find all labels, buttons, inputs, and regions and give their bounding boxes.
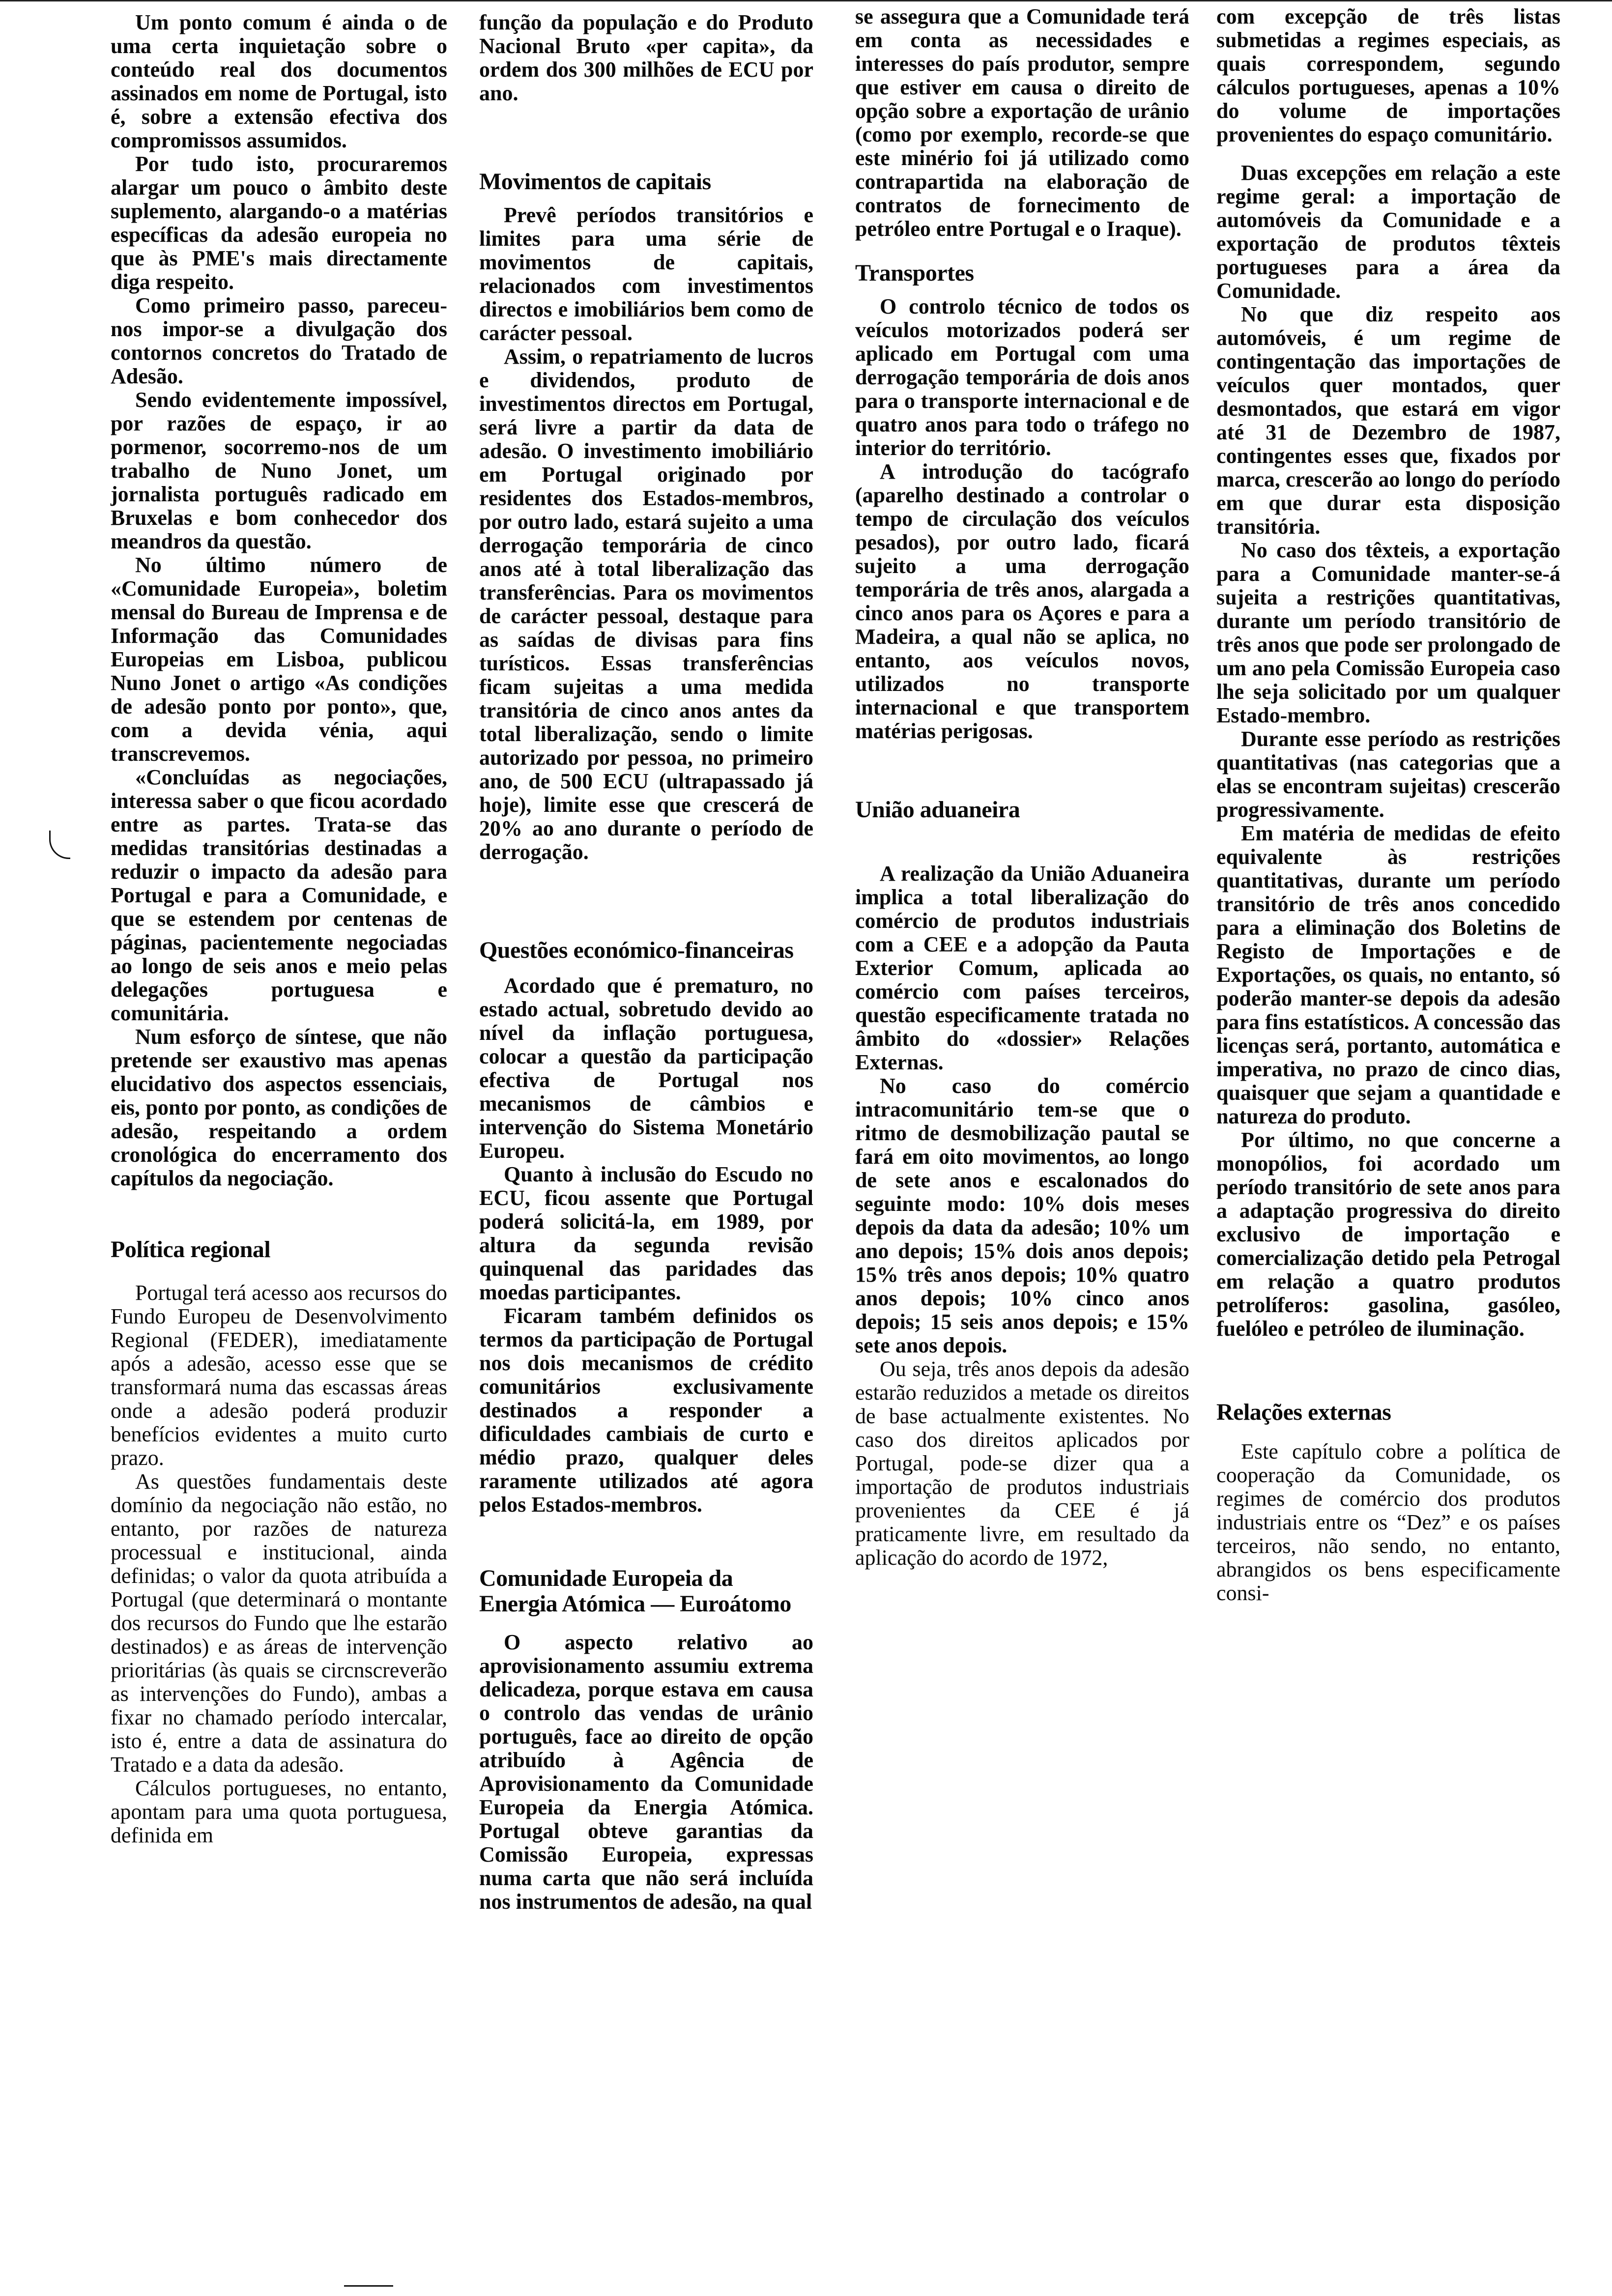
paragraph: Num esforço de síntese, que não pretende ser exaustivo mas apenas elucidativo dos aspectos essenciais, eis, ponto por ponto, as condições de adesão, respeitando a ordem cronológica do encerramento dos capítulos da negociação. [111,1025,447,1190]
paragraph: Cálculos portugueses, no entanto, apontam para uma quota portuguesa, definida em [111,1776,447,1847]
paragraph: «Concluídas as negociações, interessa saber o que ficou acordado entre as partes. Trata-se das medidas transitórias destinadas a reduzir o impacto da adesão para Portugal e para a Comunidade, e que se estendem por centenas de páginas, pacientemente negociadas ao longo de seis anos e meio pelas delegações portuguesa e comunitária. [111,765,447,1025]
paragraph: Sendo evidentemente impossível, por razões de espaço, ir ao pormenor, socorremo-nos de um trabalho de Nuno Jonet, um jornalista português radicado em Bruxelas e bom conhecedor dos meandros da questão. [111,388,447,553]
paragraph: No que diz respeito aos automóveis, é um regime de contingentação das importações de veículos quer montados, quer desmontados, que estará em vigor até 31 de Dezembro de 1987, contingentes esses que, fixados por marca, crescerão ao longo do período em que durar esta disposição transitória. [1216,302,1560,539]
paragraph: Durante esse período as restrições quantitativas (nas categorias que a elas se encontram sujeitas) crescerão progressivamente. [1216,727,1560,822]
paragraph: função da população e do Produto Nacional Bruto «per capita», da ordem dos 300 milhões de ECU por ano. [479,10,813,105]
section-heading-movimentos-capitais: Movimentos de capitais [479,169,711,195]
paragraph: Duas excepções em relação a este regime geral: a importação de automóveis da Comunidade e a exportação de produtos têxteis portugueses para a área da Comunidade. [1216,161,1560,303]
paragraph: Acordado que é prematuro, no estado actual, sobretudo devido ao nível da inflação portuguesa, colocar a questão da participação efectiva de Portugal nos mecanismos de câmbios e intervenção do Sistema Monetário Europeu. [479,974,813,1163]
section-heading-relacoes-externas: Relações externas [1216,1399,1391,1425]
paragraph: Em matéria de medidas de efeito equivalente às restrições quantitativas, durante um período transitório de três anos concedido para a eliminação dos Boletins de Registo de Importações e de Exportações, os quais, no entanto, só poderão manter-se depois da adesão para fins estatísticos. A concessão das licenças será, portanto, automática e imperativa, no prazo de cinco dias, quaisquer que sejam a quantidade e natureza do produto. [1216,821,1560,1128]
paragraph: No último número de «Comunidade Europeia», boletim mensal do Bureau de Imprensa e de Informação das Comunidades Europeias em Lisboa, publicou Nuno Jonet o artigo «As condições de adesão ponto por ponto», que, com a devida vénia, aqui transcrevemos. [111,553,447,766]
paragraph: Quanto à inclusão do Escudo no ECU, ficou assente que Portugal poderá solicitá-la, em 1989, por altura da segunda revisão quinquenal das paridades das moedas participantes. [479,1162,813,1304]
column-2 [479,11,813,1914]
paragraph: Por tudo isto, procuraremos alargar um pouco o âmbito deste suplemento, alargando-o a matérias específicas da adesão europeia no que às PME's mais directamente diga respeito. [111,152,447,294]
paragraph: As questões fundamentais deste domínio da negociação não estão, no entanto, por razões de natureza processual e institucional, ainda definidas; o valor da quota atribuída a Portugal (que determinará o montante dos recursos do Fundo que lhe estarão destinados) e as áreas de intervenção prioritárias (às quais se circnscreverão as intervenções do Fundo), ambas a fixar no chamado período intercalar, isto é, entre a data de assinatura do Tratado e a data da adesão. [111,1469,447,1777]
scan-mark [49,831,70,859]
paragraph: Um ponto comum é ainda o de uma certa inquietação sobre o conteúdo real dos documentos assinados em nome de Portugal, isto é, sobre a extensão efectiva dos compromissos assumidos. [111,10,447,152]
section-heading-questoes-economico-financeiras: Questões económico-financeiras [479,937,794,963]
paragraph: No caso do comércio intracomunitário tem-se que o ritmo de desmobilização pautal se fará em oito movimentos, ao longo de sete anos e escalonados do seguinte modo: 10% dois meses depois da data da adesão; 10% um ano depois; 15% dois anos depois; 15% três anos depois; 10% quatro anos depois; 10% cinco anos depois; 15 seis anos depois; e 15% sete anos depois. [855,1074,1189,1357]
column-1 [111,11,447,1847]
paragraph: Portugal terá acesso aos recursos do Fundo Europeu de Desenvolvimento Regional (FEDER), imediatamente após a adesão, acesso esse que se transformará numa das escassas áreas onde a adesão poderá produzir benefícios evidentes a muito curto prazo. [111,1281,447,1470]
paragraph: A introdução do tacógrafo (aparelho destinado a controlar o tempo de circulação dos veículos pesados), por outro lado, ficará sujeito a uma derrogação temporária de três anos, alargada a cinco anos para os Açores e para a Madeira, a qual não se aplica, no entanto, aos veículos novos, utilizados no transporte internacional e que transportem matérias perigosas. [855,459,1189,743]
paragraph: se assegura que a Comunidade terá em conta as necessidades e interesses do país produtor, sempre que estiver em causa o direito de opção sobre a exportação de urânio (como por exemplo, recorde-se que este minério foi já utilizado como contrapartida na elaboração de contratos de fornecimento de petróleo entre Portugal e o Iraque). [855,4,1189,241]
section-heading-transportes: Transportes [855,260,974,286]
paragraph: O controlo técnico de todos os veículos motorizados poderá ser aplicado em Portugal com uma derrogação temporária de dois anos para o transporte internacional e de quatro anos para todo o tráfego no interior do território. [855,294,1189,460]
section-heading-uniao-aduaneira: União aduaneira [855,797,1020,823]
top-rule [0,0,1612,1]
paragraph: Por último, no que concerne a monopólios, foi acordado um período transitório de sete anos para a adaptação progressiva do direito exclusivo de importação e comercialização detido pela Petrogal em relação a quatro produtos petrolíferos: gasolina, gasóleo, fuelóleo e petróleo de iluminação. [1216,1128,1560,1341]
paragraph: Ou seja, três anos depois da adesão estarão reduzidos a metade os direitos de base actualmente existentes. No caso dos direitos aplicados por Portugal, pode-se dizer qua a importação de produtos industriais provenientes da CEE é já praticamente livre, em resultado da aplicação do acordo de 1972, [855,1357,1189,1570]
paragraph: Como primeiro passo, pareceu-nos impor-se a divulgação dos contornos concretos do Tratado de Adesão. [111,293,447,388]
section-heading-politica-regional: Política regional [111,1236,271,1263]
column-3 [855,5,1189,1570]
paragraph: No caso dos têxteis, a exportação para a Comunidade manter-se-á sujeita a restrições quantitativas, durante um período transitório de três anos que pode ser prolongado de um ano pela Comissão Europeia caso lhe seja solicitado por um qualquer Estado-membro. [1216,538,1560,727]
section-heading-euroatomo: Comunidade Europeia da Energia Atómica — Euroátomo [479,1565,791,1617]
paragraph: com excepção de três listas submetidas a regimes especiais, as quais correspondem, segundo cálculos portugueses, apenas a 10% do volume de importações provenientes do espaço comunitário. [1216,4,1560,146]
column-4 [1216,5,1560,1605]
paragraph: Assim, o repatriamento de lucros e dividendos, produto de investimentos directos em Portugal, será livre a partir da data de adesão. O investimento imobiliário em Portugal originado por residentes dos Estados-membros, por outro lado, estará sujeito a uma derrogação temporária de cinco anos até à total liberalização das transferências. Para os movimentos de carácter pessoal, destaque para as saídas de divisas para fins turísticos. Essas transferências ficam sujeitas a uma medida transitória de cinco anos antes da total liberalização, sendo o limite autorizado por pessoa, no primeiro ano, de 500 ECU (ultrapassado já hoje), limite esse que crescerá de 20% ao ano durante o período de derrogação. [479,344,813,864]
paragraph: Ficaram também definidos os termos da participação de Portugal nos dois mecanismos de crédito comunitários exclusivamente destinados a responder a dificuldades cambiais de curto e médio prazo, qualquer deles raramente utilizados até agora pelos Estados-membros. [479,1304,813,1517]
paragraph: Este capítulo cobre a política de cooperação da Comunidade, os regimes de comércio dos produtos industriais entre os “Dez” e os países terceiros, não sendo, no entanto, abrangidos os bens especificamente consi- [1216,1439,1560,1605]
paragraph: O aspecto relativo ao aprovisionamento assumiu extrema delicadeza, porque estava em causa o controlo das vendas de urânio português, face ao direito de opção atribuído à Agência de Aprovisionamento da Comunidade Europeia da Energia Atómica. Portugal obteve garantias da Comissão Europeia, expressas numa carta que não será incluída nos instrumentos de adesão, na qual [479,1630,813,1914]
column-end-rule [344,2285,393,2287]
paragraph: Prevê períodos transitórios e limites para uma série de movimentos de capitais, relacionados com investimentos directos e imobiliários bem como de carácter pessoal. [479,203,813,345]
paragraph: A realização da União Aduaneira implica a total liberalização do comércio de produtos industriais com a CEE e a adopção da Pauta Exterior Comum, aplicada ao comércio com países terceiros, questão especificamente tratada no âmbito do «dossier» Relações Externas. [855,861,1189,1074]
